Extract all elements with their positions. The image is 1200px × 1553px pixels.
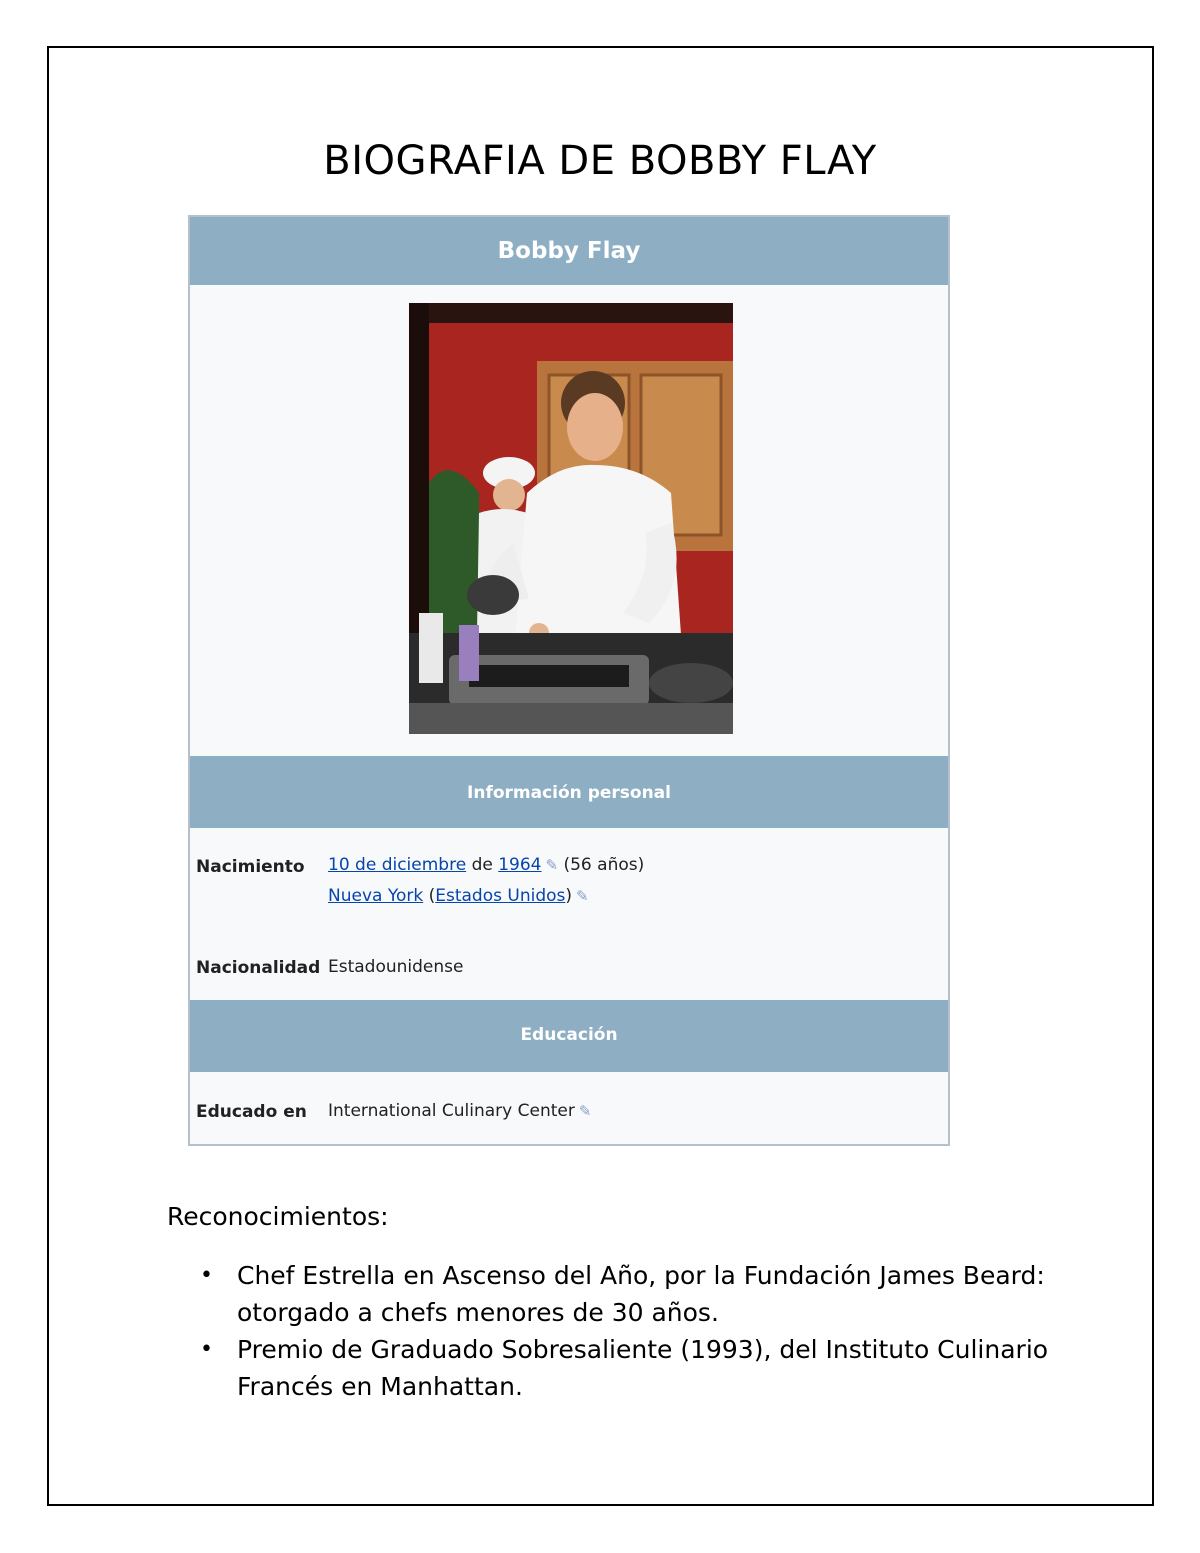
birth-label: Nacimiento (196, 857, 305, 877)
document-title: BIOGRAFIA DE BOBBY FLAY (323, 138, 877, 184)
recognitions-list (200, 1257, 1060, 1405)
birth-value (328, 855, 644, 875)
country-link[interactable]: Estados Unidos (435, 886, 566, 906)
country-open-paren: ( (423, 886, 436, 906)
pencil-icon[interactable]: ✎ (545, 856, 559, 874)
list-item (200, 1331, 1060, 1405)
nationality-value: Estadounidense (328, 957, 464, 977)
section-header-personal: Información personal (190, 756, 948, 828)
list-item (200, 1257, 1060, 1331)
birth-connector: de (466, 855, 499, 875)
infobox-name: Bobby Flay (190, 217, 948, 285)
birth-place-link[interactable]: Nueva York (328, 886, 424, 906)
nationality-label: Nacionalidad (196, 958, 321, 978)
education-label: Educado en (196, 1102, 307, 1122)
bullet-icon: • (200, 1337, 213, 1362)
recognitions-heading: Reconocimientos: (167, 1202, 389, 1231)
pencil-icon[interactable]: ✎ (576, 887, 589, 905)
birth-date-link[interactable]: 10 de diciembre (328, 855, 467, 875)
birth-age: (56 años) (563, 855, 645, 875)
list-item-text: Chef Estrella en Ascenso del Año, por la Fundación James Beard: otorgado a chefs menores de 30 años. (237, 1261, 1045, 1327)
education-value (328, 1101, 591, 1121)
education-text: International Culinary Center (328, 1101, 575, 1121)
portrait-photo-icon[interactable] (409, 303, 733, 734)
country-close-paren: ) (565, 886, 573, 906)
birth-year-link[interactable]: 1964 (498, 855, 542, 875)
list-item-text: Premio de Graduado Sobresaliente (1993), del Instituto Culinario Francés en Manhattan. (237, 1335, 1049, 1401)
birth-place-value (328, 886, 589, 906)
pencil-icon[interactable]: ✎ (578, 1102, 592, 1120)
section-header-education: Educación (190, 1000, 948, 1072)
infobox (188, 215, 950, 1146)
bullet-icon: • (200, 1263, 213, 1288)
